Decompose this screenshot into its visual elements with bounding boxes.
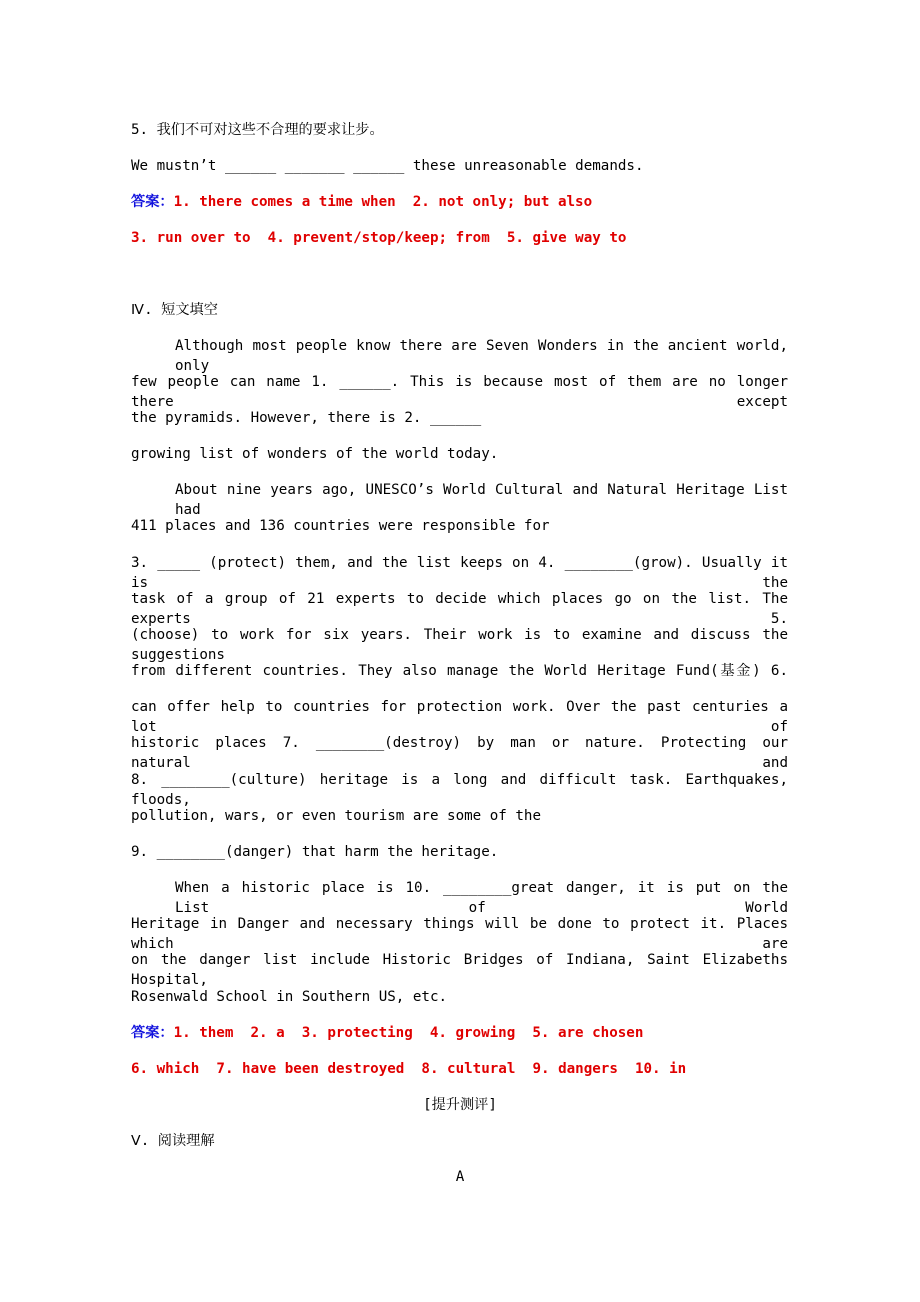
passage-line: can offer help to countries for protection work. Over the past centuries a lot of — [131, 699, 788, 735]
answer-key-2-line-1 — [131, 1023, 643, 1043]
passage-line: When a historic place is 10. ________great danger, it is put on the List of World — [175, 880, 788, 916]
passage-line: from different countries. They also manage the World Heritage Fund(基金) 6. — [131, 663, 788, 679]
passage-line: Heritage in Danger and necessary things will be done to protect it. Places which are — [131, 916, 788, 952]
passage-line: 8. ________(culture) heritage is a long and difficult task. Earthquakes, floods, — [131, 772, 788, 808]
answer-key-1-line-1 — [131, 192, 592, 212]
answer-key-2-line-2: 6. which 7. have been destroyed 8. cultural 9. dangers 10. in — [131, 1061, 687, 1077]
passage-line: few people can name 1. ______. This is because most of them are no longer there except — [131, 374, 788, 410]
section-4-heading: Ⅳ. 短文填空 — [131, 302, 218, 318]
answer-label: 答案： — [131, 194, 174, 210]
answer-text: 1. them 2. a 3. protecting 4. growing 5. are chosen — [173, 1025, 644, 1041]
question-5-prompt: 5. 我们不可对这些不合理的要求让步。 — [131, 122, 384, 138]
passage-line: historic places 7. ________(destroy) by man or nature. Protecting our natural and — [131, 735, 788, 771]
passage-line: the pyramids. However, there is 2. ______ — [131, 410, 482, 426]
passage-line: growing list of wonders of the world today. — [131, 446, 499, 462]
passage-line: 3. _____ (protect) them, and the list keeps on 4. ________(grow). Usually it is the — [131, 555, 788, 591]
part-label: A — [455, 1169, 465, 1185]
passage-line: task of a group of 21 experts to decide which places go on the list. The experts 5. — [131, 591, 788, 627]
passage-line: (choose) to work for six years. Their work is to examine and discuss the suggestions — [131, 627, 788, 663]
passage-line: About nine years ago, UNESCO’s World Cultural and Natural Heritage List had — [175, 482, 788, 518]
passage-line: 411 places and 136 countries were responsible for — [131, 518, 550, 534]
passage-line: Although most people know there are Seven Wonders in the ancient world, only — [175, 338, 788, 374]
question-5-sentence: We mustn’t ______ _______ ______ these unreasonable demands. — [131, 158, 644, 174]
section-title: [提升测评] — [423, 1097, 497, 1113]
passage-line: 9. ________(danger) that harm the heritage. — [131, 844, 499, 860]
passage-line: pollution, wars, or even tourism are some of the — [131, 808, 541, 824]
answer-text: 1. there comes a time when 2. not only; but also — [173, 194, 593, 210]
answer-key-1-line-2: 3. run over to 4. prevent/stop/keep; from 5. give way to — [131, 230, 627, 246]
answer-label: 答案： — [131, 1025, 174, 1041]
section-5-heading: Ⅴ. 阅读理解 — [131, 1133, 215, 1149]
passage-line: Rosenwald School in Southern US, etc. — [131, 989, 448, 1005]
passage-line: on the danger list include Historic Bridges of Indiana, Saint Elizabeths Hospital, — [131, 952, 788, 988]
